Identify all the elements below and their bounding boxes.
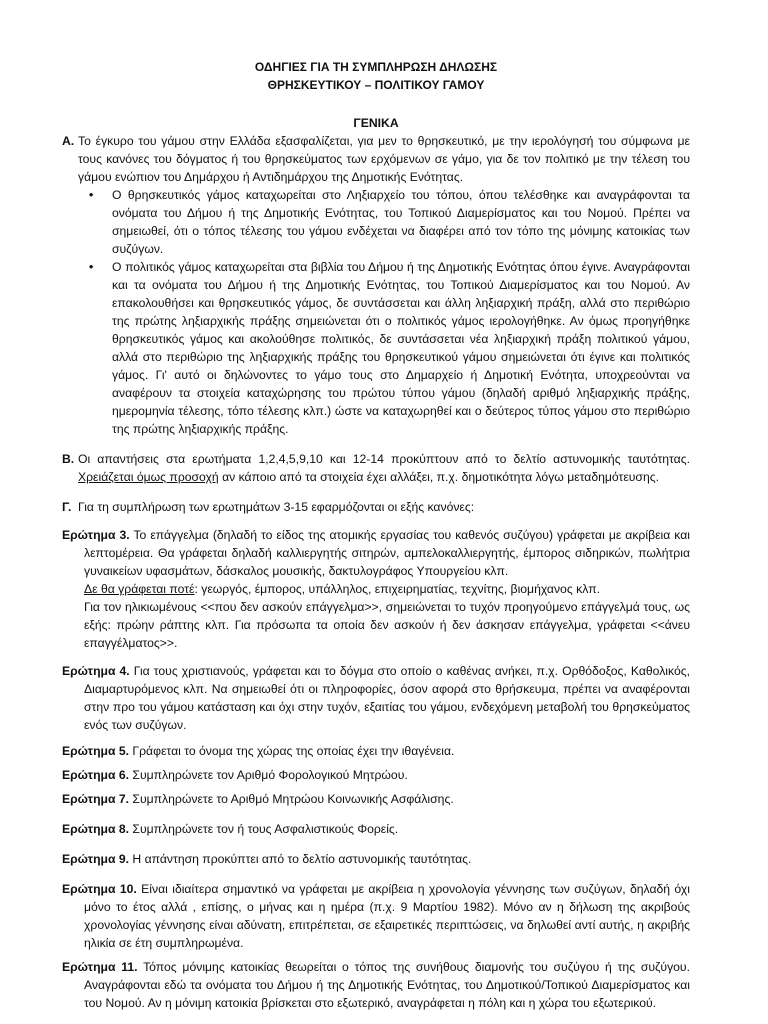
question-10-label: Ερώτημα 10. [62,882,137,896]
section-heading-general: ΓΕΝΙΚΑ [353,116,399,130]
section-b-text1: Οι απαντήσεις στα ερωτήματα 1,2,4,5,9,10 και 12-14 προκύπτουν από το δελτίο αστυνομικής ταυτότητας. [78,452,690,466]
question-6-label: Ερώτημα 6. [62,768,130,782]
question-7-label: Ερώτημα 7. [62,792,130,806]
question-4-text: Για τους χριστιανούς, γράφεται και το δόγμα στο οποίο ο καθένας ανήκει, π.χ. Ορθόδοξος, Καθολικός, Διαμαρτυρόμενος κλπ. Να σημειωθεί ότι οι πληροφορίες, όσον αφορά στο θρήσκευμα, πρέπει να αναφέρονται στην προ του γάμου κατάσταση και όχι στην τυχόν, εξαιτίας του γάμου, ενδεχόμενη μεταβολή του θρησκεύματος ενός των συζύγων. [84,664,690,732]
question-5-label: Ερώτημα 5. [62,744,130,758]
document-title-line2: ΘΡΗΣΚΕΥΤΙΚΟΥ – ΠΟΛΙΤΙΚΟΥ ΓΑΜΟΥ [267,78,485,92]
question-6-text: Συμπληρώνετε τον Αριθμό Φορολογικού Μητρώου. [132,768,408,782]
document-title-line1: ΟΔΗΓΙΕΣ ΓΙΑ ΤΗ ΣΥΜΠΛΗΡΩΣΗ ΔΗΛΩΣΗΣ [254,60,498,74]
question-11-label: Ερώτημα 11. [62,960,138,974]
question-7-text: Συμπληρώνετε το Αριθμό Μητρώου Κοινωνικής Ασφάλισης. [132,792,454,806]
section-a-bullets [62,186,690,438]
section-b-body [78,450,690,486]
question-3-label: Ερώτημα 3. [62,528,130,542]
section-a [62,132,690,186]
question-8-text: Συμπληρώνετε τον ή τους Ασφαλιστικούς Φορείς. [132,822,399,836]
question-11-text: Τόπος μόνιμης κατοικίας θεωρείται ο τόπος της συνήθους διαμονής του συζύγου ή της συζύγου. Αναγράφονται εδώ τα ονόματα του Δήμου ή της Δημοτικής Ενότητας, του Δημοτικού/Τοπικού Διαμερίσματος και του Νομού. Αν η μόνιμη κατοικία βρίσκεται στο εξωτερικό, αναγράφεται η πόλη και η χώρα του εξωτερικού. [84,960,690,1010]
question-4 [62,662,690,734]
question-3-never-label: Δε θα γράφεται ποτέ [84,582,195,596]
question-10 [62,880,690,952]
question-11 [62,958,690,1012]
document-page [62,58,690,1012]
question-10-text: Είναι ιδιαίτερα σημαντικό να γράφεται με ακρίβεια η χρονολογία γέννησης των συζύγων, δηλαδή όχι μόνο το έτος αλλά , επίσης, ο μήνας και η ημέρα (π.χ. 9 Μαρτίου 1982). Μόνο αν η δήλωση της ακριβούς χρονολογίας γέννησης είναι αδύνατη, επιτρέπεται, σε εξαιρετικές περιπτώσεις, να δηλωθεί αντί αυτής, η ακριβής ηλικία σε έτη συμπληρωμένα. [84,882,690,950]
section-g [62,498,690,516]
question-6 [62,766,690,784]
question-9-label: Ερώτημα 9. [62,852,130,866]
question-9 [62,850,690,868]
question-7 [62,790,690,808]
question-3-elderly-text: Για τον ηλικιωμένους <<που δεν ασκούν επάγγελμα>>, σημειώνεται το τυχόν προηγούμενο επάγγελμά τους, ως εξής: πρώην ράπτης κλπ. Για πρόσωπα τα οποία δεν ασκούν ή δεν άσκησαν επάγγελμα, γράφεται <<άνευ επαγγέλματος>>. [84,600,690,650]
bullet-icon: • [89,188,94,202]
section-b-marker: Β. [62,452,75,466]
question-3-text: Το επάγγελμα (δηλαδή το είδος της ατομικής εργασίας του καθενός συζύγου) γράφεται με ακρίβεια και λεπτομέρεια. Θα γράφεται δηλαδή καλλιεργητής σιτηρών, αμπελοκαλλιεργητής, έμπορος σιδηρικών, πωλήτρια γυναικείων υφασμάτων, δάσκαλος μουσικής, δακτυλογράφος Υπουργείου κλπ. [84,528,690,578]
bullet-text-civil: Ο πολιτικός γάμος καταχωρείται στα βιβλία του Δήμου ή της Δημοτικής Ενότητας όπου έγινε. Αναγράφονται και τα ονόματα του Δήμου ή της Δημοτικής Ενότητας, του Τοπικού Διαμερίσματος και του Νομού. Αν επακολουθήσει και θρησκευτικός γάμος, δε συντάσσεται και άλλη ληξιαρχική πράξη, αλλά στο περιθώριο της πρώτης ληξιαρχικής πράξης σημειώνεται ότι ο πολιτικός γάμος ιερολογήθηκε. Αν όμως προηγήθηκε θρησκευτικός γάμος και ακολούθησε πολιτικός, δε συντάσσεται νέα ληξιαρχική πράξη πολιτικού γάμου, αλλά στο περιθώριο της ληξιαρχικής πράξης του θρησκευτικού γάμου σημειώνεται ότι έγινε και πολιτικός γάμος. Γι' αυτό οι δηλώνοντες το γάμο τους στο Δημαρχείο ή Δημοτική Ενότητα, υποχρεούνται να αναφέρουν τα στοιχεία καταχώρησης του πρώτου τύπου γάμου (δηλαδή αριθμό ληξιαρχικής πράξης, ημερομηνία τέλεσης, τόπο τέλεσης κλπ.) ώστε να καταχωρηθεί και ο δεύτερος τύπος γάμου στο περιθώριο της πρώτης ληξιαρχικής πράξης. [112,260,690,436]
question-5 [62,742,690,760]
question-3-never-text: : γεωργός, έμπορος, υπάλληλος, επιχειρηματίας, τεχνίτης, βιομήχανος κλπ. [194,582,601,596]
section-g-text: Για τη συμπλήρωση των ερωτημάτων 3-15 εφαρμόζονται οι εξής κανόνες: [78,500,475,514]
bullet-text-religious: Ο θρησκευτικός γάμος καταχωρείται στο Ληξιαρχείο του τόπου, όπου τελέσθηκε και αναγράφονται τα ονόματα του Δήμου ή της Δημοτικής Ενότητας, του Τοπικού Διαμερίσματος και του Νομού. Πρέπει να σημειωθεί, ότι ο τόπος τέλεσης του γάμου ενδέχεται να διαφέρει από τον τόπο της μόνιμης κατοικίας των συζύγων. [112,188,690,256]
section-a-marker: Α. [62,134,75,148]
section-b-underline: Χρειάζεται όμως προσοχή [78,470,219,484]
bullet-icon: • [89,260,94,274]
section-g-marker: Γ. [62,500,72,514]
bullet-item-civil [62,258,690,438]
question-8 [62,820,690,838]
section-a-text: Το έγκυρο του γάμου στην Ελλάδα εξασφαλίζεται, για μεν το θρησκευτικό, με την ιερολόγησή του σύμφωνα με τους κανόνες του δόγματος ή του θρησκεύματος των ερχόμενων σε γάμο, για δε τον πολιτικό με την τέλεση του γάμου ενώπιον του Δημάρχου ή Αντιδημάρχου της Δημοτικής Ενότητας. [78,134,690,184]
question-4-label: Ερώτημα 4. [62,664,130,678]
question-5-text: Γράφεται το όνομα της χώρας της οποίας έχει την ιθαγένεια. [132,744,455,758]
section-b-text2: αν κάποιο από τα στοιχεία έχει αλλάξει, π.χ. δημοτικότητα λόγω μεταδημότευσης. [222,470,659,484]
section-b [62,450,690,486]
bullet-item-religious [62,186,690,258]
question-3 [62,526,690,652]
question-9-text: Η απάντηση προκύπτει από το δελτίο αστυνομικής ταυτότητας. [132,852,472,866]
question-8-label: Ερώτημα 8. [62,822,130,836]
